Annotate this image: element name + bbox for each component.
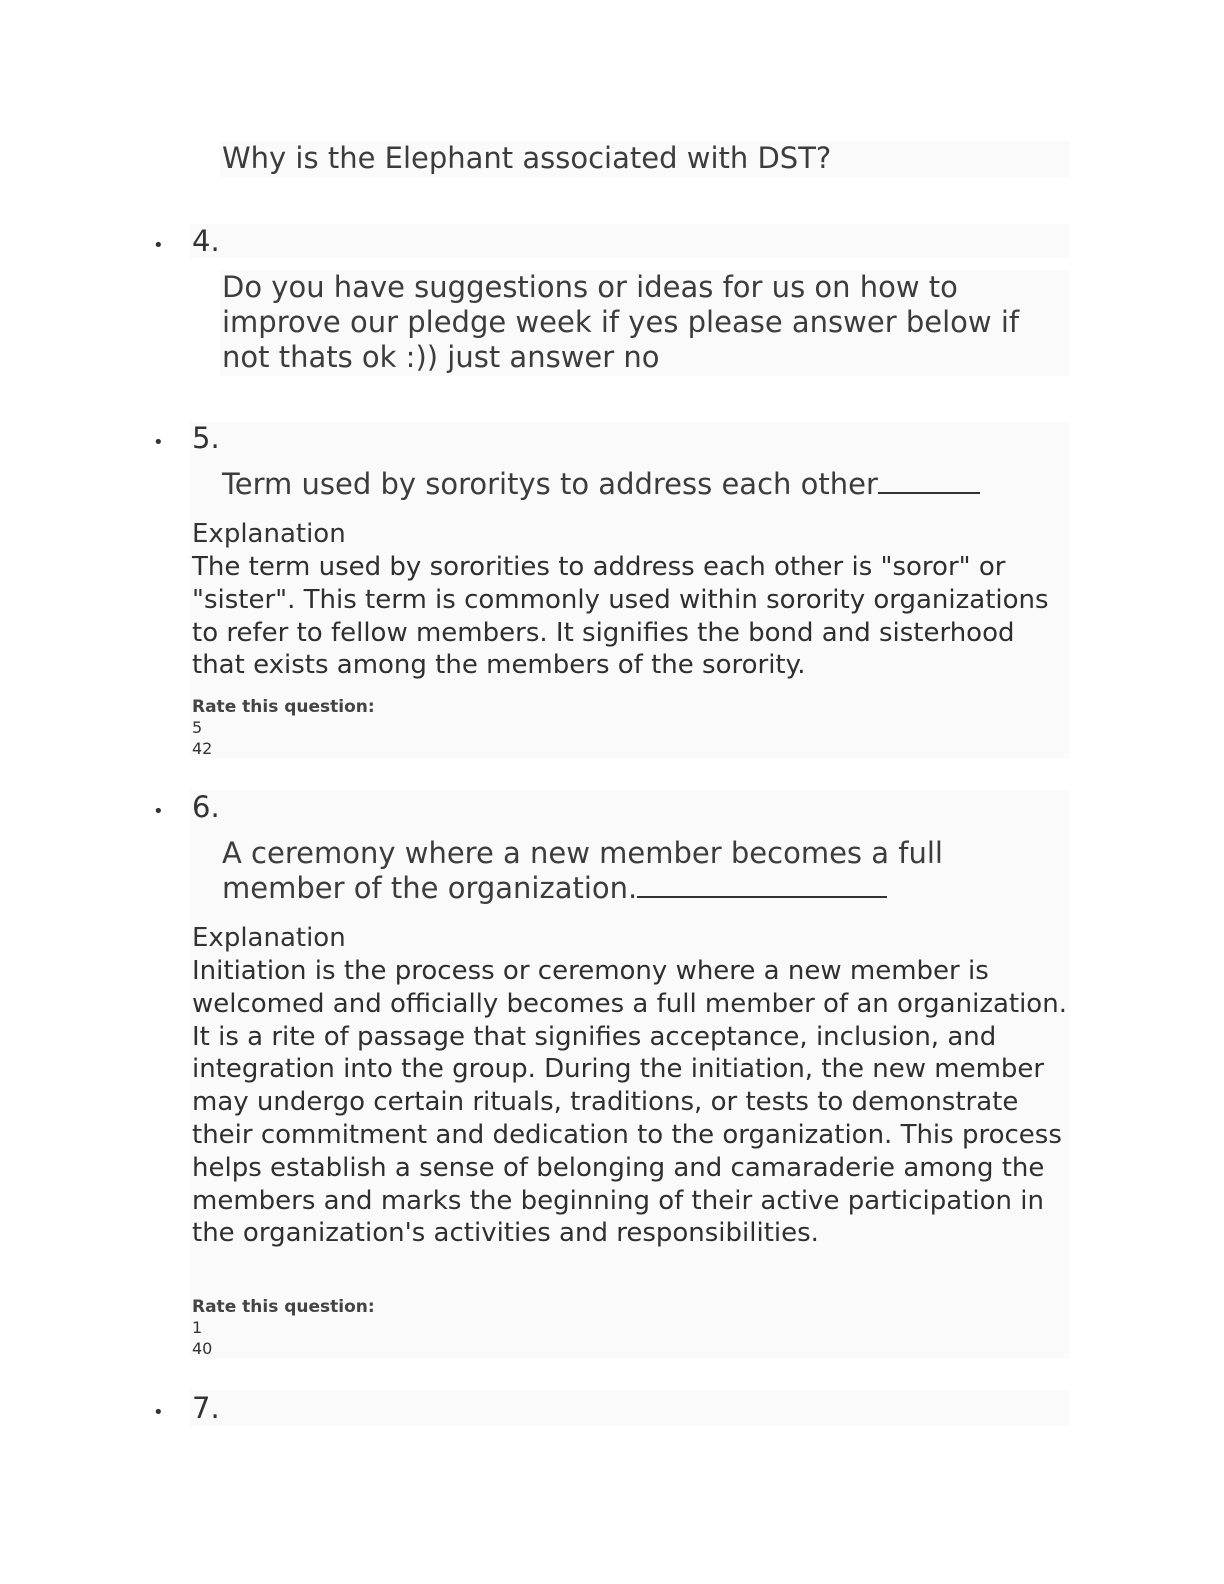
question-5-rate-down[interactable]: 42: [192, 739, 213, 758]
question-6-rate-up[interactable]: 1: [192, 1318, 203, 1337]
question-7-bullet: •: [153, 1402, 164, 1423]
question-5-rate-up[interactable]: 5: [192, 718, 203, 737]
question-6-number: 6.: [192, 790, 220, 824]
answer-blank: [637, 895, 887, 898]
question-6-explanation: Initiation is the process or ceremony where a new member is welcomed and officially becomes a full member of an organization. It is a rite of passage that signifies acceptance, inclusion, and integration into the group. During the initiation, the new member may undergo certain rituals, traditions, or tests to demonstrate their commitment and dedication to the organization. This process helps establish a sense of belonging and camaraderie among the members and marks the beginning of their active participation in the organization's activities and responsibilities.: [192, 956, 1067, 1249]
question-7-number: 7.: [192, 1391, 220, 1425]
question-4-number-panel: [190, 224, 1070, 258]
question-6-prompt: A ceremony where a new member becomes a full member of the organization.: [222, 836, 943, 905]
question-5-prompt: Term used by sororitys to address each other: [222, 467, 878, 501]
question-4-number: 4.: [192, 224, 220, 258]
question-5-explanation-title: Explanation: [192, 519, 346, 549]
question-3-text: Why is the Elephant associated with DST?: [222, 141, 832, 175]
question-6-explanation-title: Explanation: [192, 923, 346, 953]
question-7-number-panel: [190, 1390, 1070, 1426]
question-5-bullet: •: [153, 432, 164, 453]
question-4-bullet: •: [153, 235, 164, 256]
question-5-number: 5.: [192, 421, 220, 455]
question-6-bullet: •: [153, 801, 164, 822]
question-5-rate-label: Rate this question:: [192, 697, 375, 717]
question-6-rate-down[interactable]: 40: [192, 1339, 213, 1358]
question-6-text: [222, 836, 1002, 906]
question-4-text: Do you have suggestions or ideas for us on how to improve our pledge week if yes please answer below if not thats ok :)) just answer no: [222, 270, 1020, 374]
question-6-rate-label: Rate this question:: [192, 1297, 375, 1317]
question-5-text: [222, 467, 1072, 502]
answer-blank: [878, 491, 980, 494]
question-5-explanation: The term used by sororities to address each other is "soror" or "sister". This term is commonly used within sorority organizations to refer to fellow members. It signifies the bond and sisterhood that exists among the members of the sorority.: [192, 552, 1049, 681]
